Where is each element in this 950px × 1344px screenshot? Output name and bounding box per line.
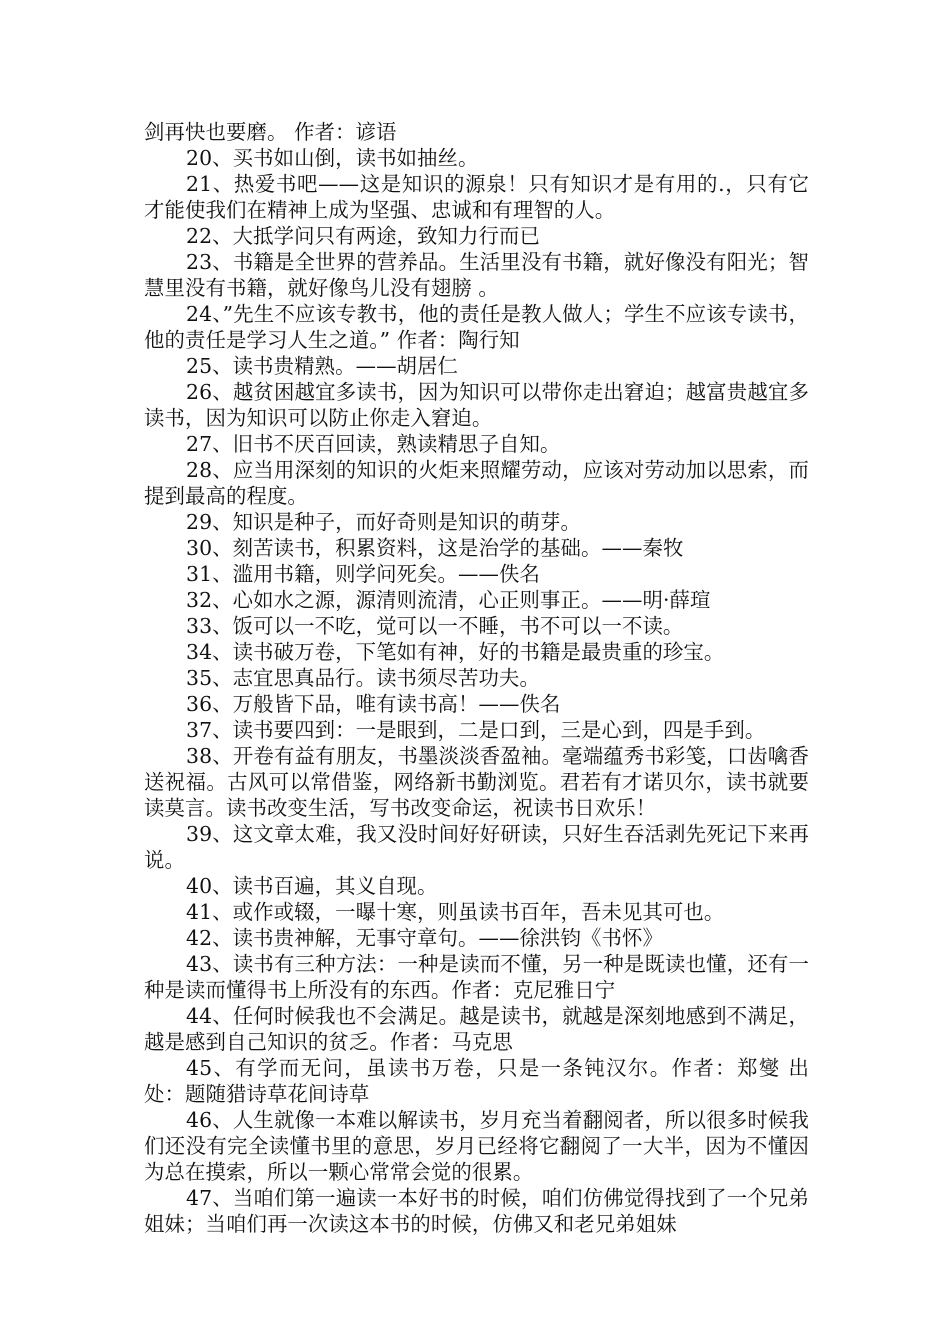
paragraph: 34、读书破万卷，下笔如有神，好的书籍是最贵重的珍宝。 xyxy=(186,640,725,664)
document-body xyxy=(144,119,809,1237)
paragraph: 44、任何时候我也不会满足。越是读书，就越是深刻地感到不满足，越是感到自己知识的贫乏。作者：马克思 xyxy=(144,1004,809,1054)
paragraph: 22、大抵学问只有两途，致知力行而已 xyxy=(186,224,540,248)
paragraph: 27、旧书不厌百回读，熟读精思子自知。 xyxy=(186,432,561,456)
paragraph: 20、买书如山倒，读书如抽丝。 xyxy=(186,146,479,170)
paragraph: 23、书籍是全世界的营养品。生活里没有书籍，就好像没有阳光；智慧里没有书籍，就好像鸟儿没有翅膀 。 xyxy=(144,250,809,300)
paragraph: 28、应当用深刻的知识的火炬来照耀劳动，应该对劳动加以思索，而提到最高的程度。 xyxy=(144,458,809,508)
paragraph: 37、读书要四到：一是眼到，二是口到，三是心到，四是手到。 xyxy=(186,718,766,742)
paragraph: 剑再快也要磨。 作者：谚语 xyxy=(144,120,397,144)
paragraph: 30、刻苦读书，积累资料，这是治学的基础。——秦牧 xyxy=(186,536,684,560)
paragraph: 45、有学而无问，虽读书万卷，只是一条钝汉尔。作者：郑燮 出处：题随猎诗草花间诗草 xyxy=(144,1056,809,1106)
paragraph: 32、心如水之源，源清则流清，心正则事正。——明·薛瑄 xyxy=(186,588,711,612)
paragraph: 31、滥用书籍，则学问死矣。——佚名 xyxy=(186,562,540,586)
paragraph: 47、当咱们第一遍读一本好书的时候，咱们仿佛觉得找到了一个兄弟姐妹；当咱们再一次读这本书的时候，仿佛又和老兄弟姐妹 xyxy=(144,1186,809,1236)
paragraph: 29、知识是种子，而好奇则是知识的萌芽。 xyxy=(186,510,581,534)
paragraph: 26、越贫困越宜多读书，因为知识可以带你走出窘迫；越富贵越宜多读书，因为知识可以防止你走入窘迫。 xyxy=(144,380,809,430)
paragraph: 36、万般皆下品，唯有读书高！——佚名 xyxy=(186,692,561,716)
paragraph: 46、人生就像一本难以解读书，岁月充当着翻阅者，所以很多时候我们还没有完全读懂书里的意思，岁月已经将它翻阅了一大半，因为不懂因为总在摸索，所以一颗心常常会觉的很累。 xyxy=(144,1108,809,1184)
paragraph: 24、”先生不应该专教书，他的责任是教人做人；学生不应该专读书，他的责任是学习人生之道。” 作者：陶行知 xyxy=(144,302,809,352)
paragraph: 25、读书贵精熟。——胡居仁 xyxy=(186,354,459,378)
paragraph: 41、或作或辍，一曝十寒，则虽读书百年，吾未见其可也。 xyxy=(186,900,725,924)
paragraph: 43、读书有三种方法：一种是读而不懂，另一种是既读也懂，还有一种是读而懂得书上所没有的东西。作者：克尼雅日宁 xyxy=(144,952,809,1002)
paragraph: 40、读书百遍，其义自现。 xyxy=(186,874,438,898)
paragraph: 21、热爱书吧——这是知识的源泉！只有知识才是有用的.，只有它才能使我们在精神上成为坚强、忠诚和有理智的人。 xyxy=(144,172,809,222)
paragraph: 42、读书贵神解，无事守章句。——徐洪钧《书怀》 xyxy=(186,926,663,950)
paragraph: 39、这文章太难，我又没时间好好研读，只好生吞活剥先死记下来再说。 xyxy=(144,822,809,872)
paragraph: 38、开卷有益有朋友，书墨淡淡香盈袖。毫端蕴秀书彩笺，口齿噙香送祝福。古风可以常借鉴，网络新书勤浏览。君若有才诺贝尔，读书就要读莫言。读书改变生活，写书改变命运，祝读书日欢乐！ xyxy=(144,744,809,820)
paragraph: 35、志宜思真品行。读书须尽苦功夫。 xyxy=(186,666,540,690)
paragraph: 33、饭可以一不吃，觉可以一不睡，书不可以一不读。 xyxy=(186,614,684,638)
